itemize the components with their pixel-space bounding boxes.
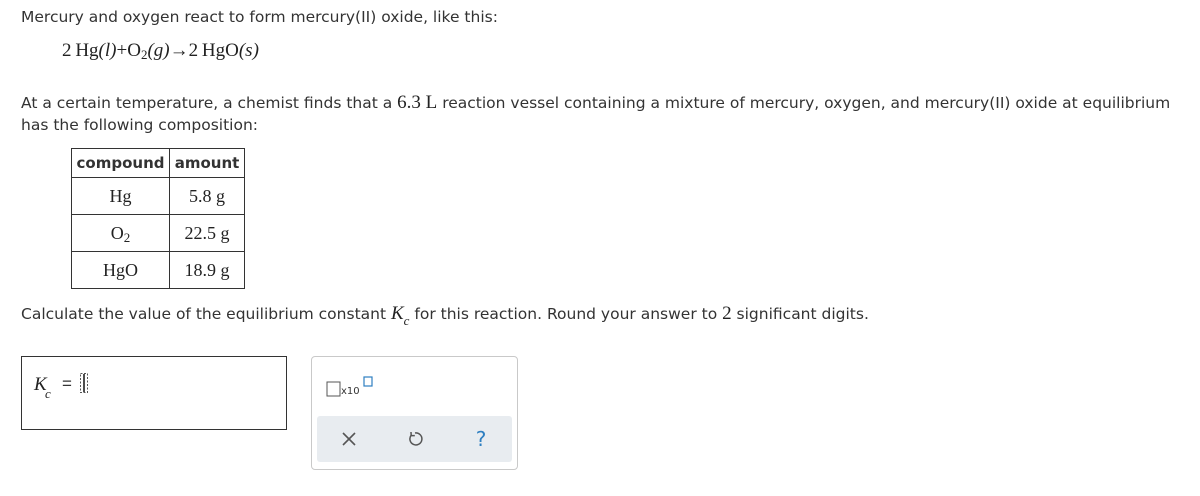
- clear-button[interactable]: [325, 416, 373, 462]
- subscript: 2: [123, 229, 131, 245]
- table-row: [72, 252, 245, 289]
- help-icon: ?: [475, 427, 487, 451]
- roman-numeral: (II): [355, 8, 377, 26]
- question-text-part: significant digits.: [731, 305, 869, 323]
- table-header-row: [72, 149, 245, 178]
- paragraph-text: At a certain temperature, a chemist finds that a: [21, 94, 398, 112]
- species-hgo: HgO: [201, 40, 239, 61]
- amount-cell: 5.8 g: [170, 178, 245, 215]
- amount-cell: 18.9 g: [170, 252, 245, 289]
- problem-paragraph: [21, 92, 1191, 136]
- answer-box[interactable]: [21, 356, 287, 430]
- column-header-compound: compound: [72, 149, 170, 178]
- question-text-part: Calculate the value of the equilibrium constant: [21, 305, 391, 323]
- phase-label: (s): [238, 40, 259, 61]
- paragraph-text: oxide at equilibrium has the following composition:: [21, 94, 1171, 134]
- coefficient: 2: [188, 40, 199, 61]
- compound-name: O: [110, 222, 124, 243]
- question-text: [21, 303, 869, 328]
- compound-cell: [72, 215, 170, 252]
- plus-sign: +: [116, 40, 128, 61]
- scientific-notation-button[interactable]: [325, 376, 373, 400]
- k-letter: K: [390, 303, 404, 324]
- undo-button[interactable]: [391, 416, 439, 462]
- answer-k-label: K: [34, 374, 47, 395]
- chemical-equation: [62, 40, 259, 62]
- table-row: [72, 215, 245, 252]
- help-button[interactable]: [457, 416, 505, 462]
- reaction-arrow: →: [169, 40, 189, 61]
- answer-k-subscript: c: [45, 386, 51, 401]
- compound-cell: [72, 178, 170, 215]
- intro-text-part: oxide, like this:: [376, 8, 498, 26]
- compound-name: HgO: [103, 259, 138, 280]
- roman-numeral: (II): [989, 94, 1011, 112]
- phase-label: (g): [147, 40, 170, 61]
- paragraph-text: reaction vessel containing a mixture of mercury, oxygen, and mercury: [437, 94, 990, 112]
- undo-icon: [407, 431, 423, 447]
- phase-label: (l): [98, 40, 117, 61]
- amount-cell: 22.5 g: [170, 215, 245, 252]
- species-hg: Hg: [75, 40, 99, 61]
- kc-symbol: [390, 303, 410, 328]
- x10-label: x10: [341, 386, 360, 397]
- significant-digits-value: 2: [722, 303, 732, 324]
- input-cursor-icon: [79, 372, 89, 394]
- intro-text-part: Mercury and oxygen react to form mercury: [21, 8, 356, 26]
- table-row: [72, 178, 245, 215]
- subscript: 2: [140, 47, 148, 62]
- equals-sign: =: [62, 374, 72, 393]
- answer-toolbar: [317, 416, 512, 462]
- intro-text: [21, 8, 498, 26]
- column-header-amount: amount: [170, 149, 245, 178]
- answer-input-field[interactable]: [79, 372, 89, 394]
- species-o2: O: [127, 40, 141, 61]
- compound-cell: [72, 252, 170, 289]
- volume-value: 6.3 L: [397, 92, 438, 113]
- x-icon: [342, 432, 356, 446]
- subscript: c: [403, 313, 410, 328]
- question-text-part: for this reaction. Round your answer to: [409, 305, 723, 323]
- coefficient: 2: [62, 40, 72, 61]
- composition-table: [71, 148, 245, 289]
- compound-name: Hg: [109, 185, 132, 206]
